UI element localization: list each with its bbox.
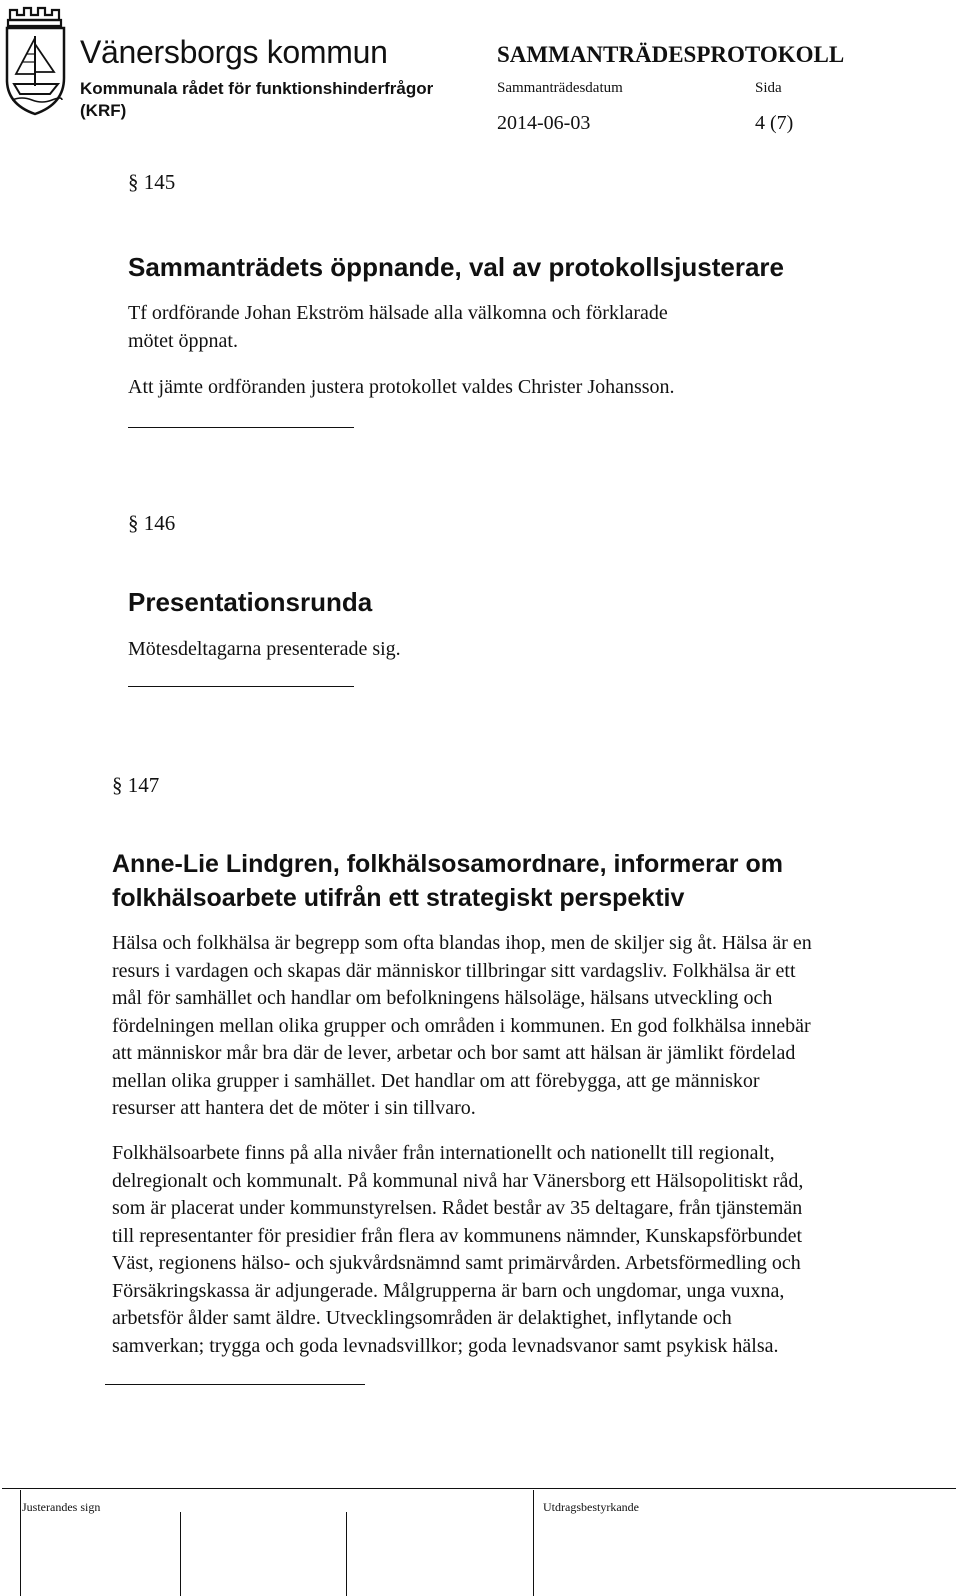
- section-text-line: Väst, regionens hälso- och sjukvårdsnämnd samt primärvården. Arbetsförmedling och: [112, 1252, 801, 1274]
- council-abbreviation: (KRF): [80, 101, 127, 120]
- section-text-line: fördelningen mellan olika grupper och områden i kommunen. En god folkhälsa innebär: [112, 1014, 811, 1037]
- section-text-line: Tf ordförande Johan Ekström hälsade alla välkomna och förklarade: [128, 302, 668, 324]
- section-title: Presentationsrunda: [128, 587, 373, 617]
- certifier-label: Utdragsbestyrkande: [543, 1500, 639, 1514]
- signature-box-divider: [20, 1490, 21, 1596]
- section-title: folkhälsoarbete utifrån ett strategiskt perspektiv: [112, 884, 685, 912]
- section-text-line: resurser att hantera det de möter i sin tillvaro.: [112, 1097, 476, 1119]
- section-text-line: Folkhälsoarbete finns på alla nivåer från internationellt och nationellt till regionalt,: [112, 1142, 775, 1164]
- section-text-line: att människor mår bra där de lever, arbetar och bor samt att hälsan är jämlikt fördelad: [112, 1042, 796, 1064]
- document-type: SAMMANTRÄDESPROTOKOLL: [497, 42, 845, 67]
- section-number: § 145: [128, 170, 176, 194]
- meeting-date: 2014-06-03: [497, 112, 591, 134]
- council-name: Kommunala rådet för funktionshinderfrågor: [80, 79, 434, 98]
- section-text-line: resurs i vardagen och skapas där människor tillbringar sitt vardagsliv. Folkhälsa är ett: [112, 959, 796, 982]
- section-divider: [128, 686, 354, 687]
- page-label: Sida: [755, 80, 782, 96]
- section-text-line: mellan olika grupper i samhället. Det handlar om att förebygga, att ge människor: [112, 1069, 760, 1092]
- section-text-line: arbetsför ålder samt äldre. Utvecklingsområden är delaktighet, inflytande och: [112, 1307, 732, 1329]
- section-text-line: till representanter för presidier från flera av kommunens nämnder, Kunskapsförbundet: [112, 1224, 803, 1247]
- section-text-line: mötet öppnat.: [128, 330, 238, 352]
- section-text-line: samverkan; trygga och goda levnadsvillkor; goda levnadsvanor samt psykisk hälsa.: [112, 1334, 779, 1357]
- signers-label: Justerandes sign: [22, 1500, 101, 1514]
- municipality-name: Vänersborgs kommun: [80, 34, 388, 70]
- signature-box-divider: [533, 1490, 534, 1596]
- signature-box-divider: [180, 1512, 181, 1596]
- section-text-line: Mötesdeltagarna presenterade sig.: [128, 638, 401, 660]
- section-number: § 146: [128, 511, 176, 535]
- section-text-line: delregionalt och kommunalt. På kommunal nivå har Vänersborg ett Hälsopolitiskt råd,: [112, 1169, 804, 1192]
- section-title: Anne-Lie Lindgren, folkhälsosamordnare, informerar om: [112, 850, 783, 878]
- ship-crest-icon: [2, 4, 72, 116]
- section-text-line: mål för samhället och handlar om befolkningens hälsoläge, hälsans utveckling och: [112, 987, 773, 1009]
- page-number: 4 (7): [755, 112, 794, 134]
- section-text-line: Att jämte ordföranden justera protokollet valdes Christer Johansson.: [128, 376, 675, 398]
- date-label: Sammanträdesdatum: [497, 80, 623, 96]
- section-title: Sammanträdets öppnande, val av protokollsjusterare: [128, 252, 784, 282]
- section-divider: [128, 427, 354, 428]
- section-text-line: som är placerat under kommunstyrelsen. Rådet består av 35 deltagare, från tjänstemän: [112, 1197, 803, 1219]
- section-number: § 147: [112, 773, 160, 797]
- section-divider: [105, 1384, 365, 1385]
- section-text-line: Försäkringskassa är adjungerade. Målgrupperna är barn och ungdomar, unga vuxna,: [112, 1279, 785, 1302]
- section-text-line: Hälsa och folkhälsa är begrepp som ofta blandas ihop, men de skiljer sig åt. Hälsa är en: [112, 932, 812, 954]
- signature-box-divider: [346, 1512, 347, 1596]
- footer-divider: [2, 1488, 956, 1489]
